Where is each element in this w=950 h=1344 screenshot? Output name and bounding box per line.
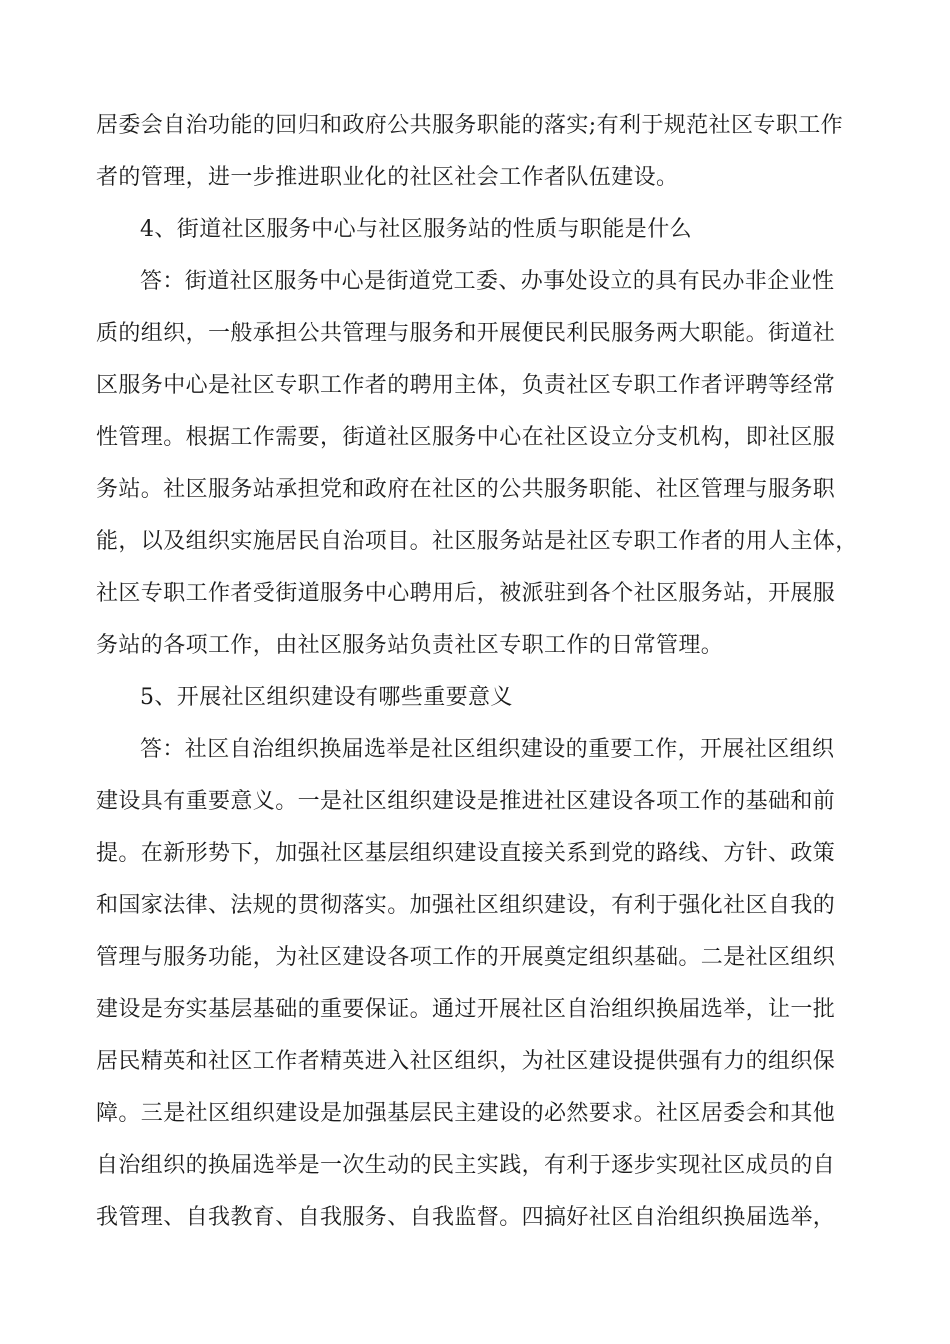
text-line: 我管理、自我教育、自我服务、自我监督。四搞好社区自治组织换届选举， bbox=[96, 1205, 836, 1230]
text-line: 建设是夯实基层基础的重要保证。通过开展社区自治组织换届选举，让一批 bbox=[96, 997, 836, 1022]
section-heading-5: 5、开展社区组织建设有哪些重要意义 bbox=[140, 685, 513, 710]
section-heading-4: 4、街道社区服务中心与社区服务站的性质与职能是什么 bbox=[140, 217, 692, 242]
text-line: 务站。社区服务站承担党和政府在社区的公共服务职能、社区管理与服务职 bbox=[96, 477, 836, 502]
answer-paragraph-start: 答：社区自治组织换届选举是社区组织建设的重要工作，开展社区组织 bbox=[140, 737, 835, 762]
text-line: 管理与服务功能，为社区建设各项工作的开展奠定组织基础。二是社区组织 bbox=[96, 945, 836, 970]
text-line: 区服务中心是社区专职工作者的聘用主体，负责社区专职工作者评聘等经常 bbox=[96, 373, 836, 398]
text-line: 性管理。根据工作需要，街道社区服务中心在社区设立分支机构，即社区服 bbox=[96, 425, 836, 450]
text-line: 建设具有重要意义。一是社区组织建设是推进社区建设各项工作的基础和前 bbox=[96, 789, 836, 814]
text-line: 社区专职工作者受街道服务中心聘用后，被派驻到各个社区服务站，开展服 bbox=[96, 581, 836, 606]
text-line: 障。三是社区组织建设是加强基层民主建设的必然要求。社区居委会和其他 bbox=[96, 1101, 836, 1126]
text-line: 者的管理，进一步推进职业化的社区社会工作者队伍建设。 bbox=[96, 165, 679, 190]
document-body bbox=[96, 104, 856, 1248]
text-line: 务站的各项工作，由社区服务站负责社区专职工作的日常管理。 bbox=[96, 633, 724, 658]
text-line: 提。在新形势下，加强社区基层组织建设直接关系到党的路线、方针、政策 bbox=[96, 841, 836, 866]
text-line: 和国家法律、法规的贯彻落实。加强社区组织建设，有利于强化社区自我的 bbox=[96, 893, 836, 918]
text-line: 能，以及组织实施居民自治项目。社区服务站是社区专职工作者的用人主体， bbox=[96, 529, 858, 554]
text-line: 居委会自治功能的回归和政府公共服务职能的落实;有利于规范社区专职工作 bbox=[96, 113, 844, 138]
text-line: 自治组织的换届选举是一次生动的民主实践，有利于逐步实现社区成员的自 bbox=[96, 1153, 836, 1178]
text-line: 居民精英和社区工作者精英进入社区组织，为社区建设提供强有力的组织保 bbox=[96, 1049, 836, 1074]
text-line: 质的组织，一般承担公共管理与服务和开展便民利民服务两大职能。街道社 bbox=[96, 321, 836, 346]
answer-paragraph-start: 答：街道社区服务中心是街道党工委、办事处设立的具有民办非企业性 bbox=[140, 269, 835, 294]
